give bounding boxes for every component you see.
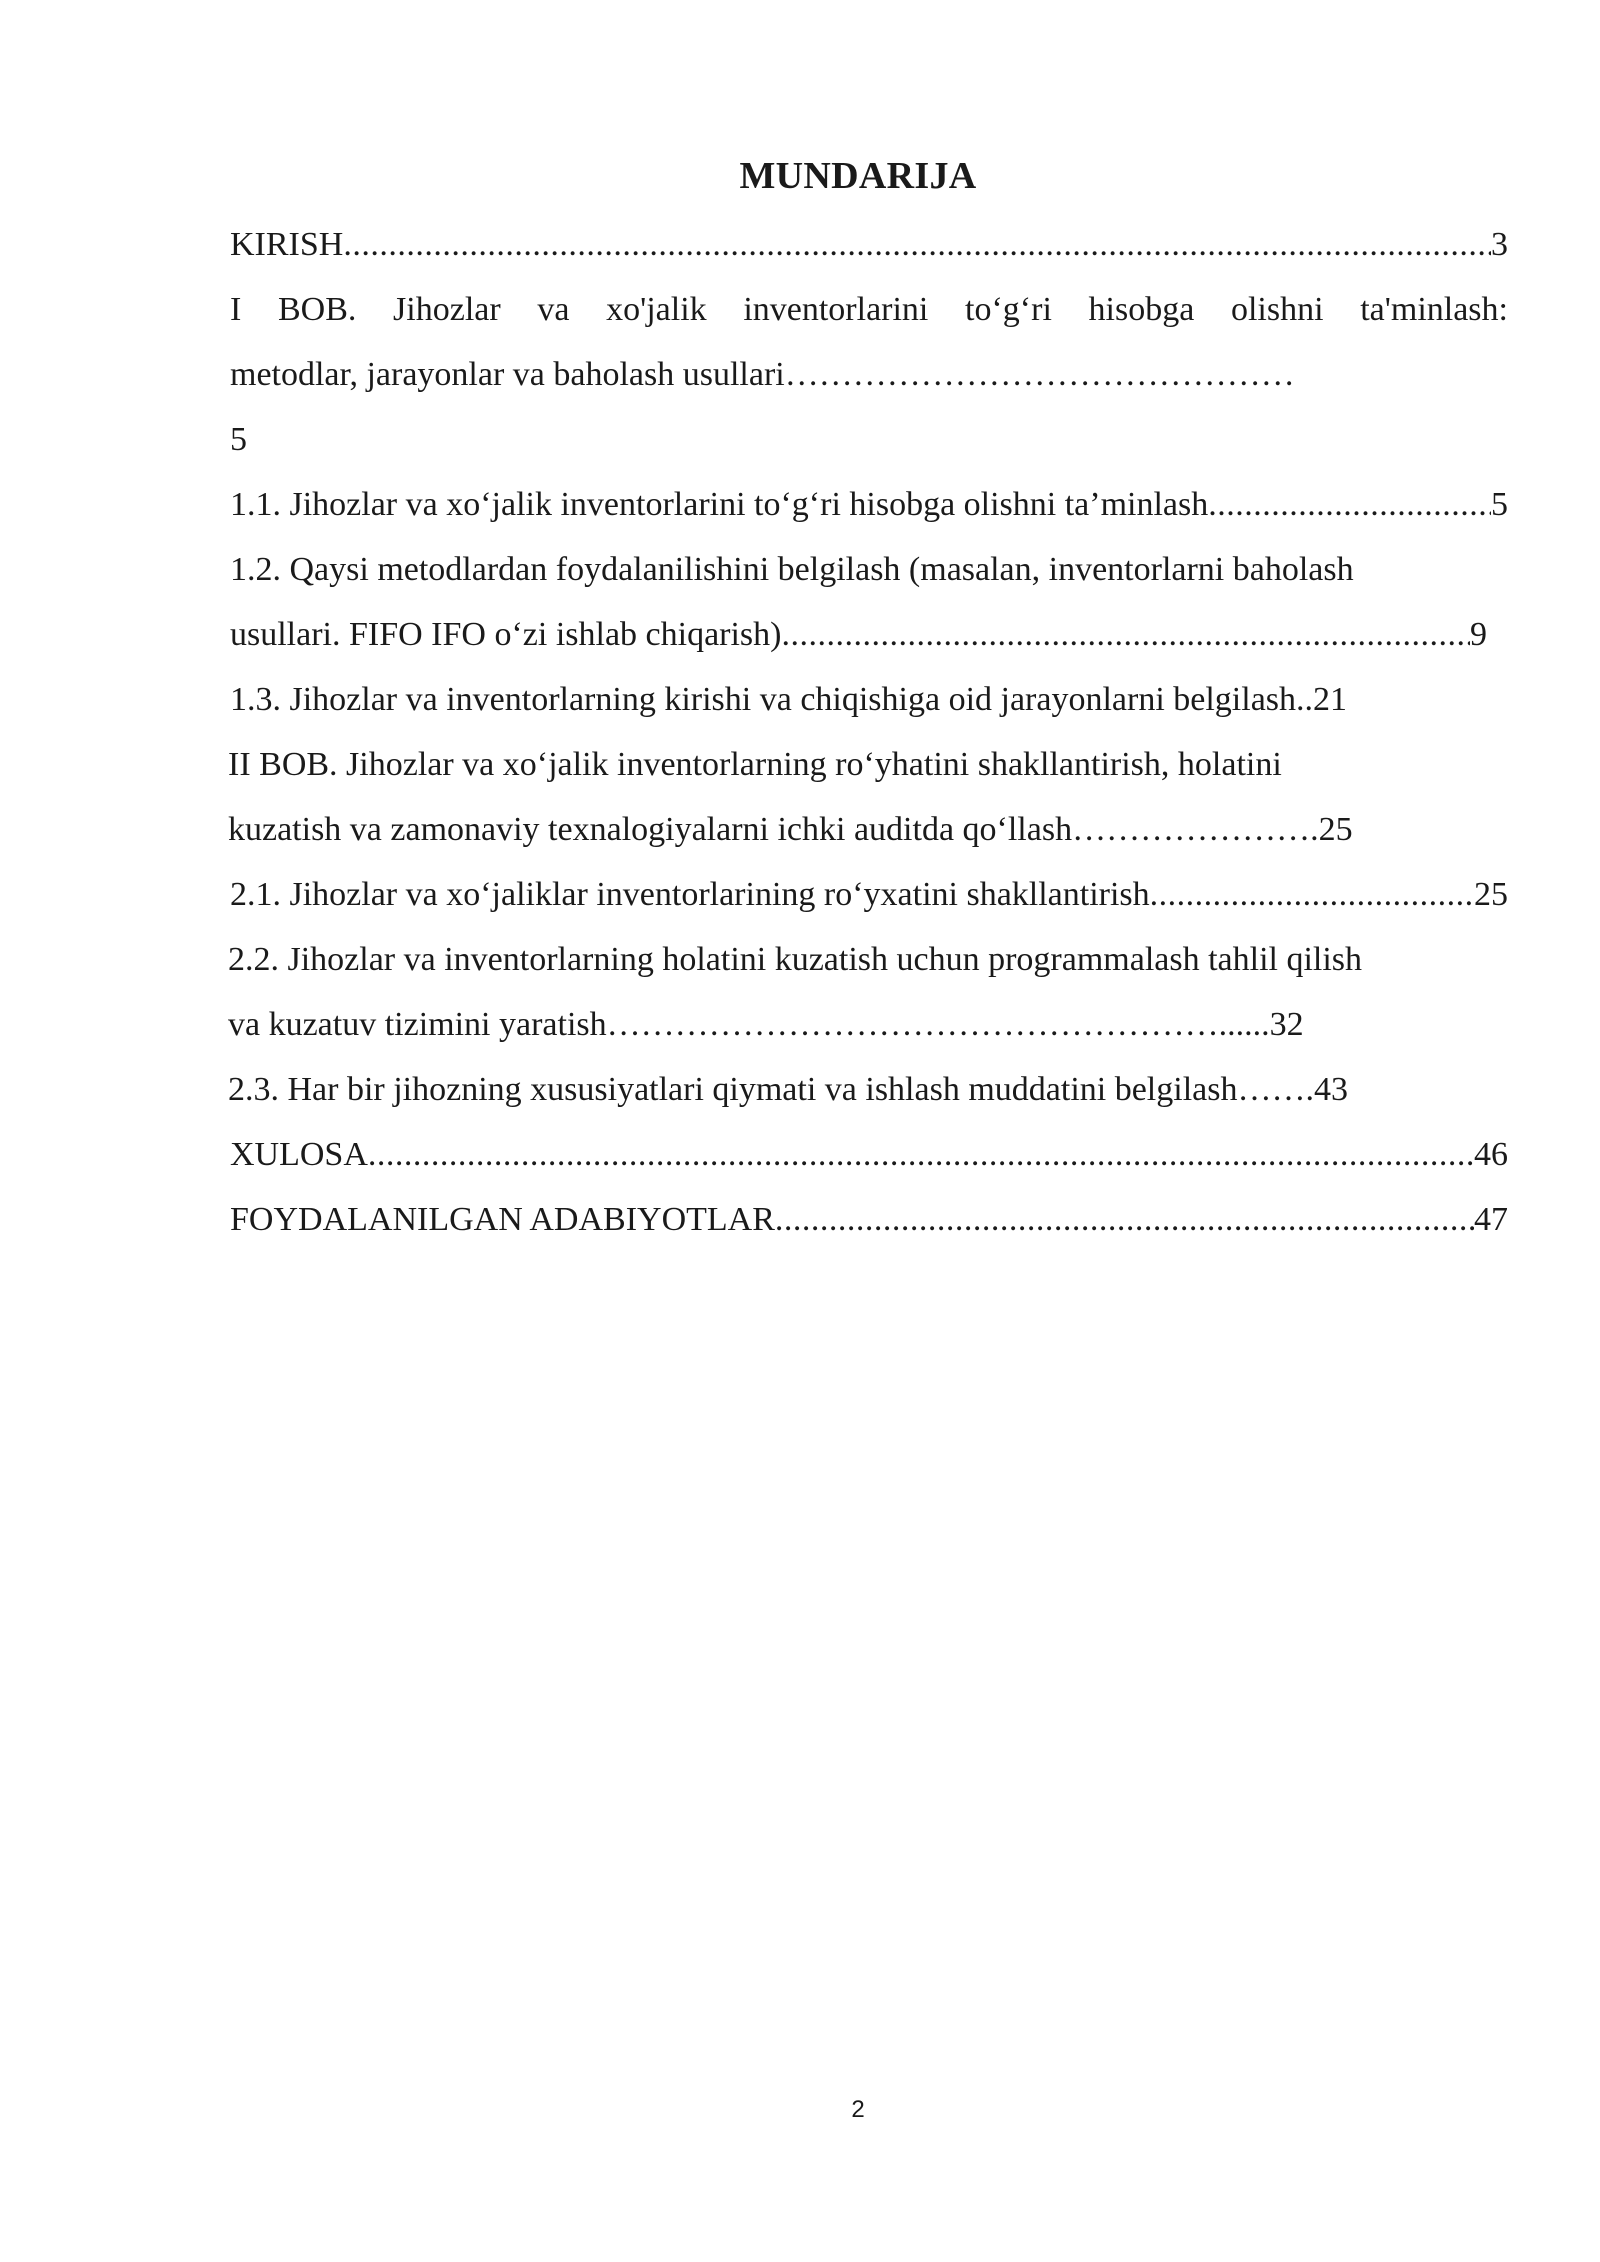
toc-entry-2-2-line1[interactable]: 2.2. Jihozlar va inventorlarning holatini kuzatish uchun programmalash tahlil qilish [228,941,1363,978]
dot-leader [782,602,1471,667]
toc-entry-label: usullari. FIFO IFO o‘zi ishlab chiqarish) [230,616,782,653]
toc-page-number: 3 [1491,226,1508,263]
page-title: MUNDARIJA [739,155,977,197]
toc-entry-label: XULOSA [230,1136,368,1173]
toc-entry-xulosa[interactable] [230,1122,1508,1187]
toc-entry-label: 1.1. Jihozlar va xo‘jalik inventorlarini to‘g‘ri hisobga olishni ta’minlash [230,486,1209,523]
toc-entry-2-1[interactable] [230,862,1508,927]
dot-leader [775,1187,1474,1252]
toc-entry-1-3[interactable]: 1.3. Jihozlar va inventorlarning kirishi va chiqishiga oid jarayonlarni belgilash..21 [230,681,1348,718]
toc-entry-adabiyotlar[interactable] [230,1187,1508,1252]
dot-leader [1208,472,1491,537]
toc-entry-bob1-line1[interactable]: I BOB. Jihozlar va xo'jalik inventorlarini to‘g‘ri hisobga olishni ta'minlash: [230,291,1508,328]
toc-entry-label: FOYDALANILGAN ADABIYOTLAR [230,1201,775,1238]
toc-entry-bob1-page: 5 [230,421,247,458]
toc-page-number: 46 [1474,1136,1508,1173]
toc-entry-label: 2.1. Jihozlar va xo‘jaliklar inventorlarining ro‘yxatini shakllantirish [230,876,1150,913]
dot-leader [368,1122,1474,1187]
toc-entry-1-2-line1[interactable]: 1.2. Qaysi metodlardan foydalanilishini belgilash (masalan, inventorlarni baholash [230,551,1354,588]
toc-entry-bob2-line1[interactable]: II BOB. Jihozlar va xoʻjalik inventorlarning roʻyhatini shakllantirish, holatini [228,746,1282,783]
toc-entry-2-3[interactable]: 2.3. Har bir jihozning xususiyatlari qiymati va ishlash muddatini belgilash…….43 [228,1071,1348,1108]
toc-entry-label: KIRISH [230,226,344,263]
toc-page-number: 5 [1491,486,1508,523]
toc-entry-kirish[interactable] [230,212,1508,277]
toc-entry-bob1-line2[interactable]: metodlar, jarayonlar va baholash usullari……………………………………… [230,356,1295,393]
toc-page-number: 9 [1470,616,1487,653]
page-number: 2 [851,2096,865,2123]
toc-entry-bob2-line2[interactable]: kuzatish va zamonaviy texnalogiyalarni ichki auditda qoʻllash………………….25 [228,811,1353,848]
toc-page-number: 25 [1474,876,1508,913]
toc-entry-2-2-line2[interactable]: va kuzatuv tizimini yaratish………………………………………………......32 [228,1006,1304,1043]
toc-entry-1-2-line2[interactable] [230,602,1487,667]
toc-page-number: 47 [1474,1201,1508,1238]
table-of-contents [230,212,1508,1252]
dot-leader [1150,862,1474,927]
toc-entry-1-1[interactable] [230,472,1508,537]
dot-leader [343,212,1491,277]
